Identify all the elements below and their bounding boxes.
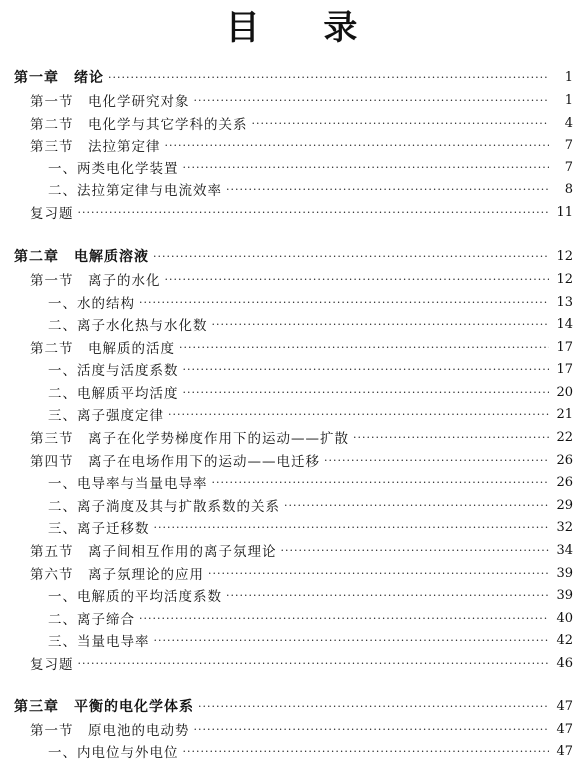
toc-page-number: 32 (556, 519, 573, 535)
toc-page-number: 22 (556, 429, 573, 445)
toc-entry-title: 第一章 绪论 (14, 70, 104, 86)
toc-entry-title: 三、当量电导率 (48, 634, 150, 650)
dot-leader (108, 71, 549, 84)
toc-entry-section (0, 201, 583, 223)
dot-leader (212, 476, 550, 489)
dot-leader (284, 499, 549, 512)
toc-entry-title: 一、两类电化学装置 (48, 161, 179, 177)
toc-entry-title: 一、电导率与当量电导率 (48, 476, 208, 492)
dot-leader (324, 454, 549, 467)
dot-leader (226, 183, 549, 196)
toc-entry-section (0, 426, 583, 448)
toc-page-number: 47 (556, 743, 573, 759)
toc-entry-section (0, 89, 583, 111)
toc-entry-title: 第三节 法拉第定律 (30, 139, 161, 155)
toc-entry-item (0, 313, 583, 335)
dot-leader (165, 139, 550, 152)
dot-leader (78, 657, 550, 670)
toc-page-number: 17 (556, 339, 573, 355)
toc-page-number: 34 (556, 542, 573, 558)
toc-page-number: 39 (556, 587, 573, 603)
dot-leader (212, 318, 550, 331)
toc-page-number: 20 (556, 384, 573, 400)
toc-entry-item (0, 156, 583, 178)
toc-entry-title: 第六节 离子氛理论的应用 (30, 567, 204, 583)
toc-entry-title: 一、活度与活度系数 (48, 363, 179, 379)
toc-entry-title: 第二节 电解质的活度 (30, 341, 175, 357)
toc-page-number: 26 (556, 452, 573, 468)
toc-entry-section (0, 539, 583, 561)
dot-leader (194, 94, 550, 107)
toc-entry-section (0, 652, 583, 674)
toc-entry-title: 二、法拉第定律与电流效率 (48, 183, 222, 199)
toc-entry-title: 第一节 电化学研究对象 (30, 94, 190, 110)
dot-leader (168, 408, 549, 421)
dot-leader (183, 386, 550, 399)
toc-entry-title: 二、离子淌度及其与扩散系数的关系 (48, 499, 280, 515)
toc-page-number: 8 (564, 181, 573, 197)
toc-page-number: 26 (556, 474, 573, 490)
dot-leader (226, 589, 549, 602)
toc-page-number: 12 (556, 271, 573, 287)
dot-leader (165, 273, 550, 286)
dot-leader (194, 723, 550, 736)
toc-entry-item (0, 471, 583, 493)
toc-entry-title: 第三章 平衡的电化学体系 (14, 699, 194, 715)
toc-page-number: 21 (556, 406, 573, 422)
toc-entry-section (0, 336, 583, 358)
toc-page-number: 42 (556, 632, 573, 648)
toc-page-number: 13 (556, 294, 573, 310)
dot-leader (154, 521, 550, 534)
toc-page-number: 1 (564, 69, 573, 85)
dot-leader (139, 612, 549, 625)
toc-entry-item (0, 178, 583, 200)
dot-leader (353, 431, 549, 444)
toc-entry-chapter (0, 245, 583, 267)
dot-leader (78, 206, 550, 219)
page-title: 目 录 (225, 8, 384, 48)
toc-entry-chapter (0, 66, 583, 88)
toc-entry-section (0, 562, 583, 584)
dot-leader (179, 341, 549, 354)
toc-entry-item (0, 403, 583, 425)
toc-entry-title: 三、离子强度定律 (48, 408, 164, 424)
toc-entry-title: 二、电解质平均活度 (48, 386, 179, 402)
toc-entry-title: 一、电解质的平均活度系数 (48, 589, 222, 605)
toc-entry-section (0, 449, 583, 471)
dot-leader (139, 296, 549, 309)
toc-entry-item (0, 358, 583, 380)
toc-entry-item (0, 494, 583, 516)
toc-entry-title: 第二章 电解质溶液 (14, 249, 149, 265)
toc-entry-title: 二、离子水化热与水化数 (48, 318, 208, 334)
toc-entry-section (0, 134, 583, 156)
toc-page-number: 40 (556, 610, 573, 626)
toc-page-number: 1 (564, 92, 573, 108)
toc-page-number: 39 (556, 565, 573, 581)
dot-leader (281, 544, 550, 557)
toc-page-number: 17 (556, 361, 573, 377)
toc-entry-section (0, 112, 583, 134)
dot-leader (198, 700, 549, 713)
toc-entry-title: 第五节 离子间相互作用的离子氛理论 (30, 544, 277, 560)
toc-page-number: 7 (564, 137, 573, 153)
toc-entry-title: 复习题 (30, 657, 74, 673)
toc-entry-item (0, 629, 583, 651)
toc-entry-section (0, 718, 583, 740)
dot-leader (183, 161, 550, 174)
dot-leader (154, 634, 550, 647)
toc-entry-title: 二、离子缔合 (48, 612, 135, 628)
toc-entry-item (0, 291, 583, 313)
toc-entry-title: 三、离子迁移数 (48, 521, 150, 537)
toc-entry-item (0, 607, 583, 629)
toc-entry-title: 一、水的结构 (48, 296, 135, 312)
dot-leader (208, 567, 549, 580)
toc-entry-title: 第三节 离子在化学势梯度作用下的运动——扩散 (30, 431, 349, 447)
toc-entry-title: 第二节 电化学与其它学科的关系 (30, 117, 248, 133)
toc-entry-title: 第一节 离子的水化 (30, 273, 161, 289)
toc-entry-title: 复习题 (30, 206, 74, 222)
toc-entry-item (0, 516, 583, 538)
toc-entry-item (0, 584, 583, 606)
toc-page-number: 46 (556, 655, 573, 671)
toc-page-number: 11 (556, 204, 573, 220)
toc-page-number: 29 (556, 497, 573, 513)
toc-entry-section (0, 268, 583, 290)
toc-entry-title: 第一节 原电池的电动势 (30, 723, 190, 739)
toc-entry-item (0, 740, 583, 762)
toc-entry-chapter (0, 695, 583, 717)
dot-leader (183, 745, 550, 758)
toc-page-number: 14 (556, 316, 573, 332)
toc-entry-title: 一、内电位与外电位 (48, 745, 179, 761)
toc-page-number: 47 (556, 698, 573, 714)
toc-page-number: 12 (556, 248, 573, 264)
toc-entry-title: 第四节 离子在电场作用下的运动——电迁移 (30, 454, 320, 470)
toc-page-number: 4 (564, 115, 573, 131)
dot-leader (153, 250, 549, 263)
dot-leader (183, 363, 550, 376)
toc-entry-item (0, 381, 583, 403)
dot-leader (252, 117, 550, 130)
toc-page-number: 7 (564, 159, 573, 175)
toc-page-number: 47 (556, 721, 573, 737)
